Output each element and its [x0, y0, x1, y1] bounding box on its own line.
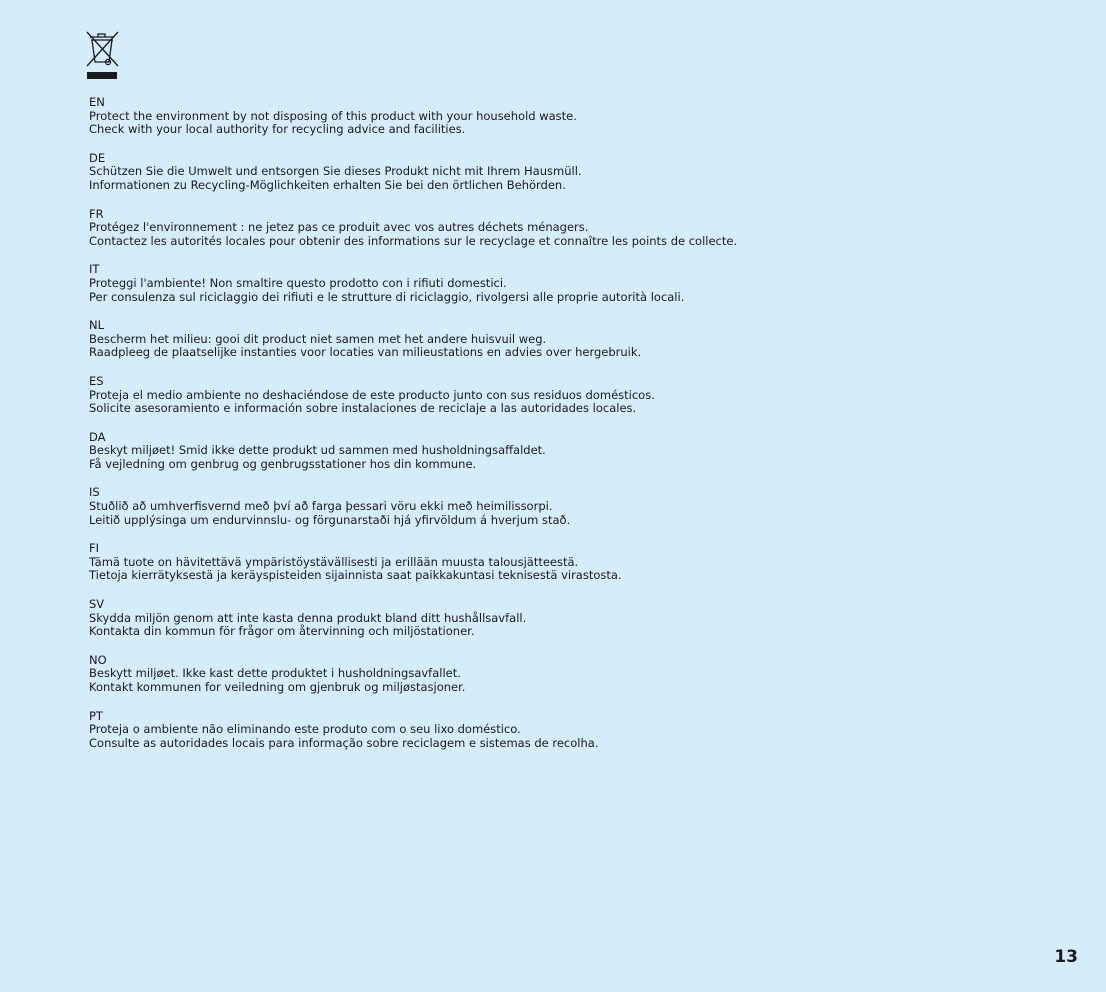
- language-code: PT: [89, 708, 103, 723]
- notice-es: [89, 375, 789, 416]
- language-code: ES: [89, 373, 104, 388]
- notice-text-line: Raadpleeg de plaatselijke instanties voor locaties van milieustations en advies over hergebruik.: [89, 345, 642, 360]
- notice-text-line: Tietoja kierrätyksestä ja keräyspisteiden sijainnista saat paikkakuntasi teknisestä virastosta.: [89, 568, 622, 583]
- language-code: DE: [89, 150, 106, 165]
- language-code: EN: [89, 95, 105, 109]
- language-code: SV: [89, 597, 105, 612]
- notice-sv: [89, 598, 789, 639]
- notice-da: [89, 431, 789, 472]
- language-code: NL: [89, 318, 105, 333]
- notice-text-line: Skydda miljön genom att inte kasta denna produkt bland ditt hushållsavfall.: [89, 610, 527, 625]
- notice-en: [89, 96, 789, 137]
- notice-de: [89, 152, 789, 193]
- notice-text-line: Stuðlið að umhverfisvernd með því að farga þessari vöru ekki með heimilissorpi.: [89, 499, 553, 514]
- language-code: FR: [89, 206, 104, 221]
- notice-fr: [89, 208, 789, 249]
- notice-text-line: Per consulenza sul riciclaggio dei rifiuti e le strutture di riciclaggio, rivolgersi alle proprie autorità locali.: [89, 289, 685, 304]
- notice-text-line: Protégez l'environnement : ne jetez pas ce produit avec vos autres déchets ménagers.: [89, 220, 589, 235]
- disposal-notices: [89, 96, 789, 765]
- notice-text-line: Schützen Sie die Umwelt und entsorgen Sie dieses Produkt nicht mit Ihrem Hausmüll.: [89, 164, 582, 179]
- notice-text-line: Beskyt miljøet! Smid ikke dette produkt ud sammen med husholdningsaffaldet.: [89, 443, 546, 458]
- notice-text-line: Proteggi l'ambiente! Non smaltire questo prodotto con i rifiuti domestici.: [89, 275, 507, 290]
- language-code: IS: [89, 485, 100, 500]
- notice-text-line: Beskytt miljøet. Ikke kast dette produktet i husholdningsavfallet.: [89, 666, 461, 681]
- notice-text-line: Proteja o ambiente não eliminando este produto com o seu lixo doméstico.: [89, 722, 521, 737]
- notice-it: [89, 263, 789, 304]
- notice-no: [89, 654, 789, 695]
- language-code: FI: [89, 541, 100, 556]
- notice-text-line: Kontakta din kommun för frågor om återvinning och miljöstationer.: [89, 624, 475, 639]
- notice-text-line: Bescherm het milieu: gooi dit product niet samen met het andere huisvuil weg.: [89, 331, 547, 346]
- notice-text-line: Kontakt kommunen for veiledning om gjenbruk og miljøstasjoner.: [89, 680, 466, 694]
- notice-text-line: Solicite asesoramiento e información sobre instalaciones de reciclaje a las autoridades locales.: [89, 401, 637, 416]
- notice-text-line: Consulte as autoridades locais para informação sobre reciclagem e sistemas de recolha.: [89, 735, 599, 750]
- page-number: 13: [1054, 947, 1078, 967]
- crossed-out-wheelie-bin-icon: [84, 29, 122, 81]
- notice-pt: [89, 710, 789, 751]
- language-code: NO: [89, 652, 107, 667]
- notice-text-line: Tämä tuote on hävitettävä ympäristöystävällisesti ja erillään muusta talousjätteestä.: [89, 554, 579, 569]
- language-code: DA: [89, 429, 106, 444]
- notice-text-line: Informationen zu Recycling-Möglichkeiten erhalten Sie bei den örtlichen Behörden.: [89, 177, 566, 192]
- notice-nl: [89, 319, 789, 360]
- language-code: IT: [89, 262, 100, 277]
- notice-text-line: Contactez les autorités locales pour obtenir des informations sur le recyclage et connaître les points de collecte.: [89, 233, 738, 248]
- notice-text-line: Leitið upplýsinga um endurvinnslu- og förgunarstaði hjá yfirvöldum á hverjum stað.: [89, 512, 571, 527]
- notice-text-line: Proteja el medio ambiente no deshaciéndose de este producto junto con sus residuos domésticos.: [89, 387, 655, 402]
- notice-fi: [89, 542, 789, 583]
- notice-is: [89, 486, 789, 527]
- notice-text-line: Protect the environment by not disposing of this product with your household waste.: [89, 108, 577, 123]
- notice-text-line: Få vejledning om genbrug og genbrugsstationer hos din kommune.: [89, 456, 477, 471]
- notice-text-line: Check with your local authority for recycling advice and facilities.: [89, 122, 466, 137]
